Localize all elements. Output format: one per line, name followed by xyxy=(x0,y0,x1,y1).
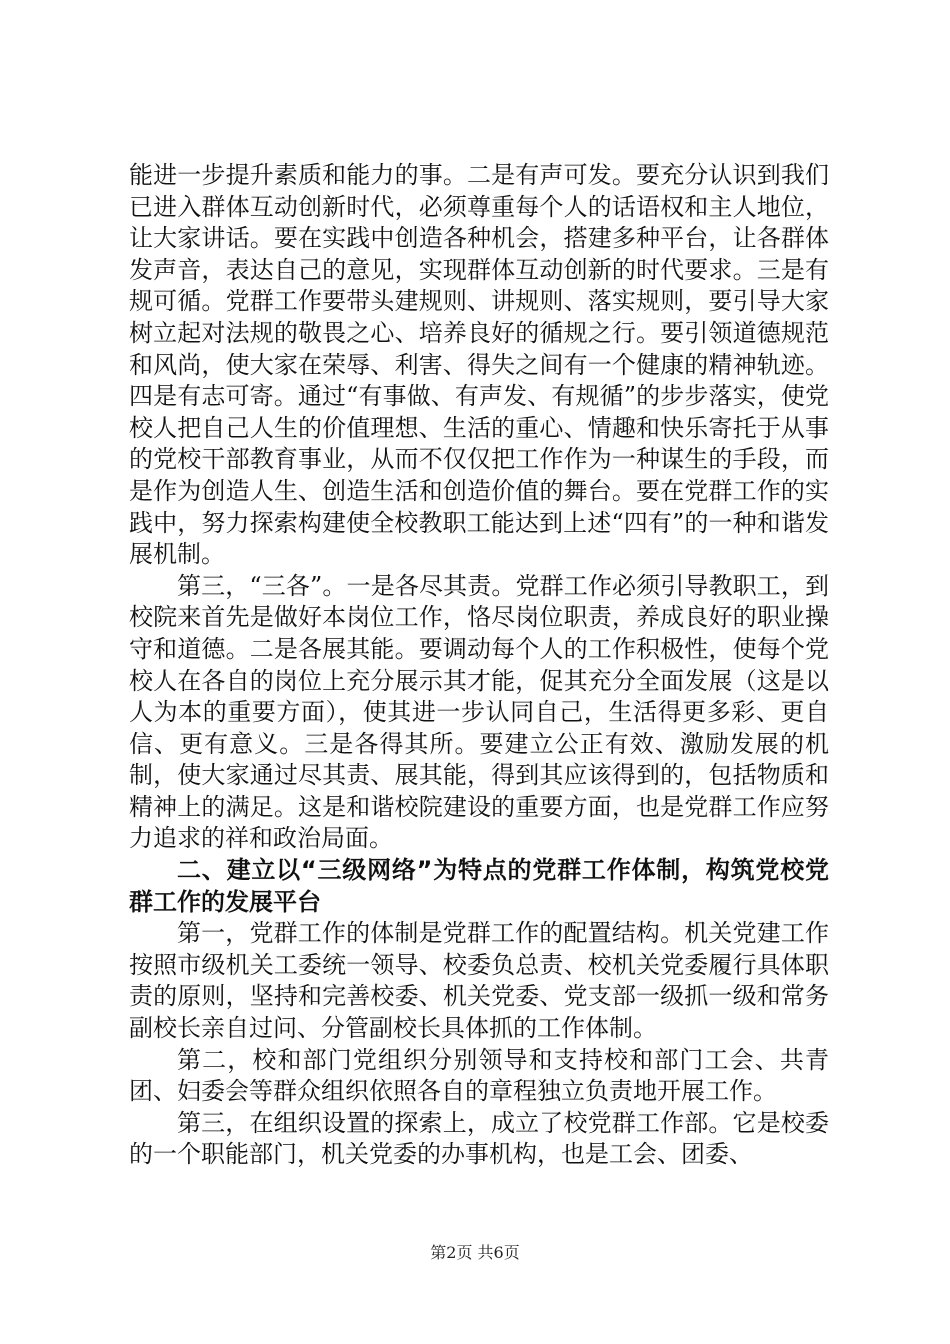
page-footer xyxy=(0,1243,950,1263)
paragraph-3: 第一，党群工作的体制是党群工作的配置结构。机关党建工作按照市级机关工委统一领导、校委负总责、校机关党委履行具体职责的原则，坚持和完善校委、机关党委、党支部一级抓一级和常务副校长亲自过问、分管副校长具体抓的工作体制。 xyxy=(129,919,829,1043)
paragraph-2: 第三，“三各”。一是各尽其责。党群工作必须引导教职工，到校院来首先是做好本岗位工作，恪尽岗位职责，养成良好的职业操守和道德。二是各展其能。要调动每个人的工作积极性，使每个党校人在各自的岗位上充分展示其才能，促其充分全面发展（这是以人为本的重要方面），使其进一步认同自己，生活得更多彩、更自信、更有意义。三是各得其所。要建立公正有效、激励发展的机制，使大家通过尽其责、展其能，得到其应该得到的，包括物质和精神上的满足。这是和谐校院建设的重要方面，也是党群工作应努力追求的祥和政治局面。 xyxy=(129,571,829,853)
paragraph-4: 第二，校和部门党组织分别领导和支持校和部门工会、共青团、妇委会等群众组织依照各自的章程独立负责地开展工作。 xyxy=(129,1045,829,1106)
section-heading: 二、建立以“三级网络”为特点的党群工作体制，构筑党校党群工作的发展平台 xyxy=(129,856,829,916)
paragraph-5: 第三，在组织设置的探索上，成立了校党群工作部。它是校委的一个职能部门，机关党委的办事机构，也是工会、团委、 xyxy=(129,1108,829,1169)
page-number-label: 第2页 共6页 xyxy=(430,1243,520,1262)
document-body xyxy=(129,160,829,1171)
paragraph-1: 能进一步提升素质和能力的事。二是有声可发。要充分认识到我们已进入群体互动创新时代，必须尊重每个人的话语权和主人地位，让大家讲话。要在实践中创造各种机会，搭建多种平台，让各群体发声音，表达自己的意见，实现群体互动创新的时代要求。三是有规可循。党群工作要带头建规则、讲规则、落实规则，要引导大家树立起对法规的敬畏之心、培养良好的循规之行。要引领道德规范和风尚，使大家在荣辱、利害、得失之间有一个健康的精神轨迹。四是有志可寄。通过“有事做、有声发、有规循”的步步落实，使党校人把自己人生的价值理想、生活的重心、情趣和快乐寄托于从事的党校干部教育事业，从而不仅仅把工作作为一种谋生的手段，而是作为创造人生、创造生活和创造价值的舞台。要在党群工作的实践中，努力探索构建使全校教职工能达到上述“四有”的一种和谐发展机制。 xyxy=(129,161,829,569)
